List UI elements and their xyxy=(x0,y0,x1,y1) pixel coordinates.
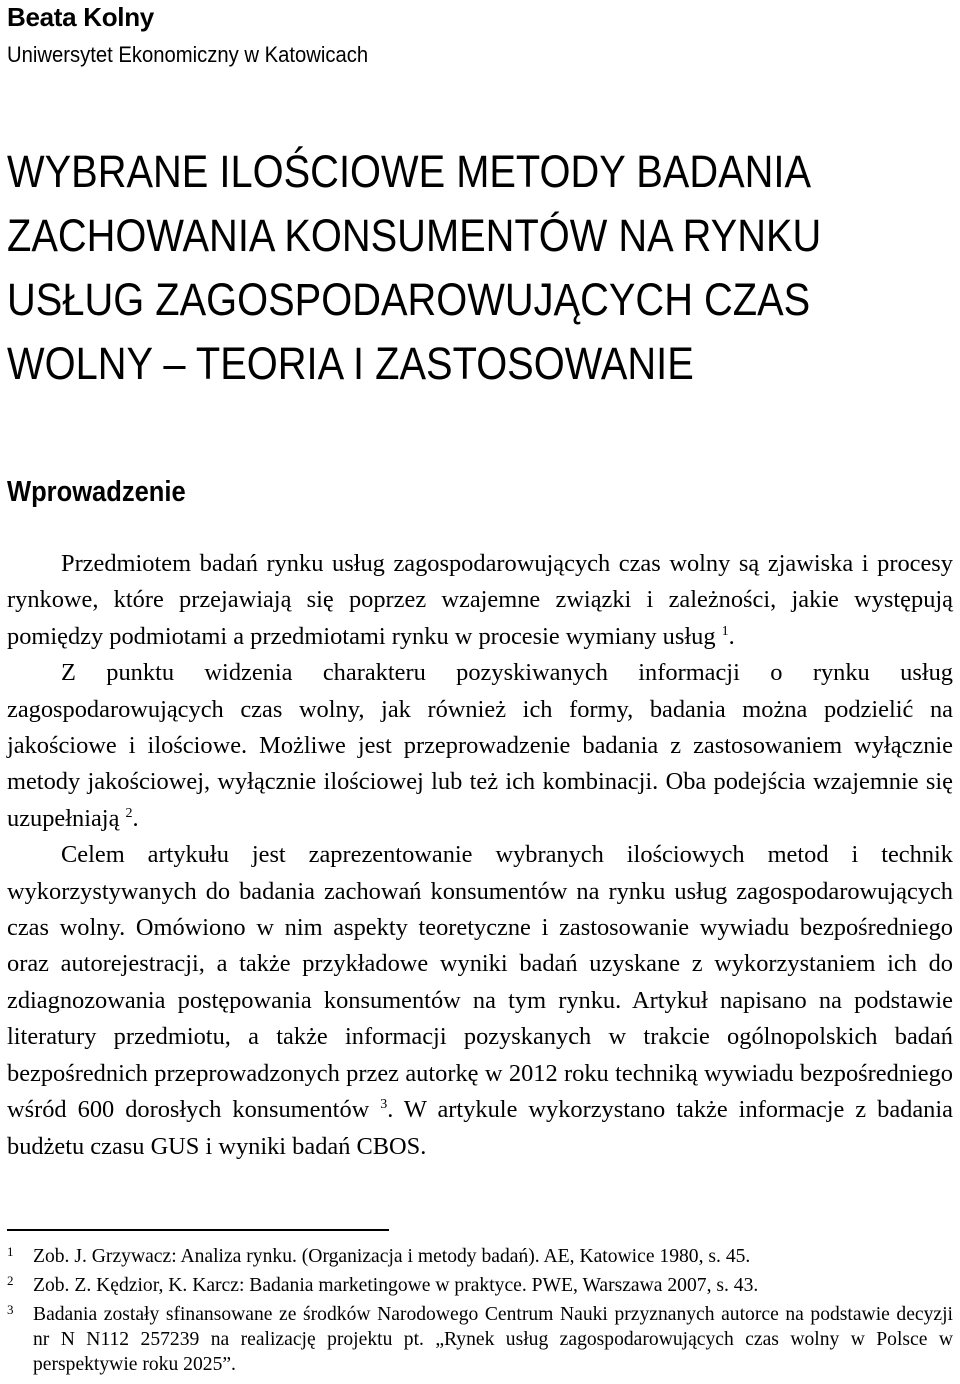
paragraph-text: Celem artykułu jest zaprezentowanie wybranych ilościowych metod i technik wykorzystywanych do badania zachowań konsumentów na rynku usług zagospodarowujących czas wolny. Omówiono w nim aspekty teoretyczne i zastosowanie wywiadu bezpośredniego oraz autorejestracji, a także przykładowe wyniki badań uzyskane z wykorzystaniem ich do zdiagnozowania postępowania konsumentów na tym rynku. Artykuł napisano na podstawie literatury przedmiotu, a także informacji pozyskanych w trakcie ogólnopolskich badań bezpośrednich przeprowadzonych przez autorkę w 2012 roku techniką wywiadu bezpośredniego wśród 600 dorosłych konsumentów xyxy=(7,841,953,1124)
paragraph-text: Z punktu widzenia charakteru pozyskiwanych informacji o rynku usług zagospodarowujących czas wolny, jak również ich formy, badania można podzielić na jakościowe i ilościowe. Możliwe jest przeprowadzenie badania z zastosowaniem wyłącznie metody jakościowej, wyłącznie ilościowej lub też ich kombinacji. Oba podejścia wzajemnie się uzupełniają xyxy=(7,659,953,832)
footnote xyxy=(7,1273,953,1298)
footnotes xyxy=(7,1244,953,1381)
title-line: ZACHOWANIA KONSUMENTÓW NA RYNKU xyxy=(7,210,822,261)
footnote-ref[interactable]: 2 xyxy=(125,805,133,821)
title-line: USŁUG ZAGOSPODAROWUJĄCYCH CZAS xyxy=(7,274,811,325)
footnote-separator xyxy=(7,1229,389,1231)
title-line: WYBRANE ILOŚCIOWE METODY BADANIA xyxy=(7,146,812,197)
footnote-text: Zob. J. Grzywacz: Analiza rynku. (Organizacja i metody badań). AE, Katowice 1980, s. 45. xyxy=(33,1246,751,1267)
footnote xyxy=(7,1244,953,1269)
paragraph-text-end: . xyxy=(132,804,139,832)
author-name: Beata Kolny xyxy=(7,2,154,32)
paragraph-text-end: . xyxy=(728,622,735,650)
footnote-text: Badania zostały sfinansowane ze środków Narodowego Centrum Nauki przyznanych autorce na podstawie decyzji nr N N112 257239 na realizację projektu pt. „Rynek usług zagospodarowujących czas wolny w Polsce w perspektywie roku 2025”. xyxy=(33,1304,953,1375)
body-text xyxy=(7,546,953,1165)
footnote-number: 3 xyxy=(7,1302,14,1317)
title-line: WOLNY – TEORIA I ZASTOSOWANIE xyxy=(7,338,694,389)
footnote-ref[interactable]: 3 xyxy=(380,1097,388,1113)
paper-title xyxy=(7,140,892,396)
footnote-number: 2 xyxy=(7,1273,14,1288)
footnote-number: 1 xyxy=(7,1244,14,1259)
paragraph-text-end: . W artykule wykorzystano także informacje z badania budżetu czasu GUS i wyniki badań CBOS. xyxy=(7,1096,953,1160)
paragraph xyxy=(7,546,953,655)
paragraph xyxy=(7,837,953,1165)
paragraph-text: Przedmiotem badań rynku usług zagospodarowujących czas wolny są zjawiska i procesy rynkowe, które przejawiają się poprzez wzajemne związki i zależności, jakie występują pomiędzy podmiotami a przedmiotami rynku w procesie wymiany usług xyxy=(7,550,953,650)
author-affiliation: Uniwersytet Ekonomiczny w Katowicach xyxy=(7,42,369,67)
footnote-ref[interactable]: 1 xyxy=(721,623,729,639)
footnote-text: Zob. Z. Kędzior, K. Karcz: Badania marketingowe w praktyce. PWE, Warszawa 2007, s. 43. xyxy=(33,1275,759,1296)
paragraph xyxy=(7,655,953,837)
footnote xyxy=(7,1302,953,1377)
section-heading: Wprowadzenie xyxy=(7,476,186,508)
